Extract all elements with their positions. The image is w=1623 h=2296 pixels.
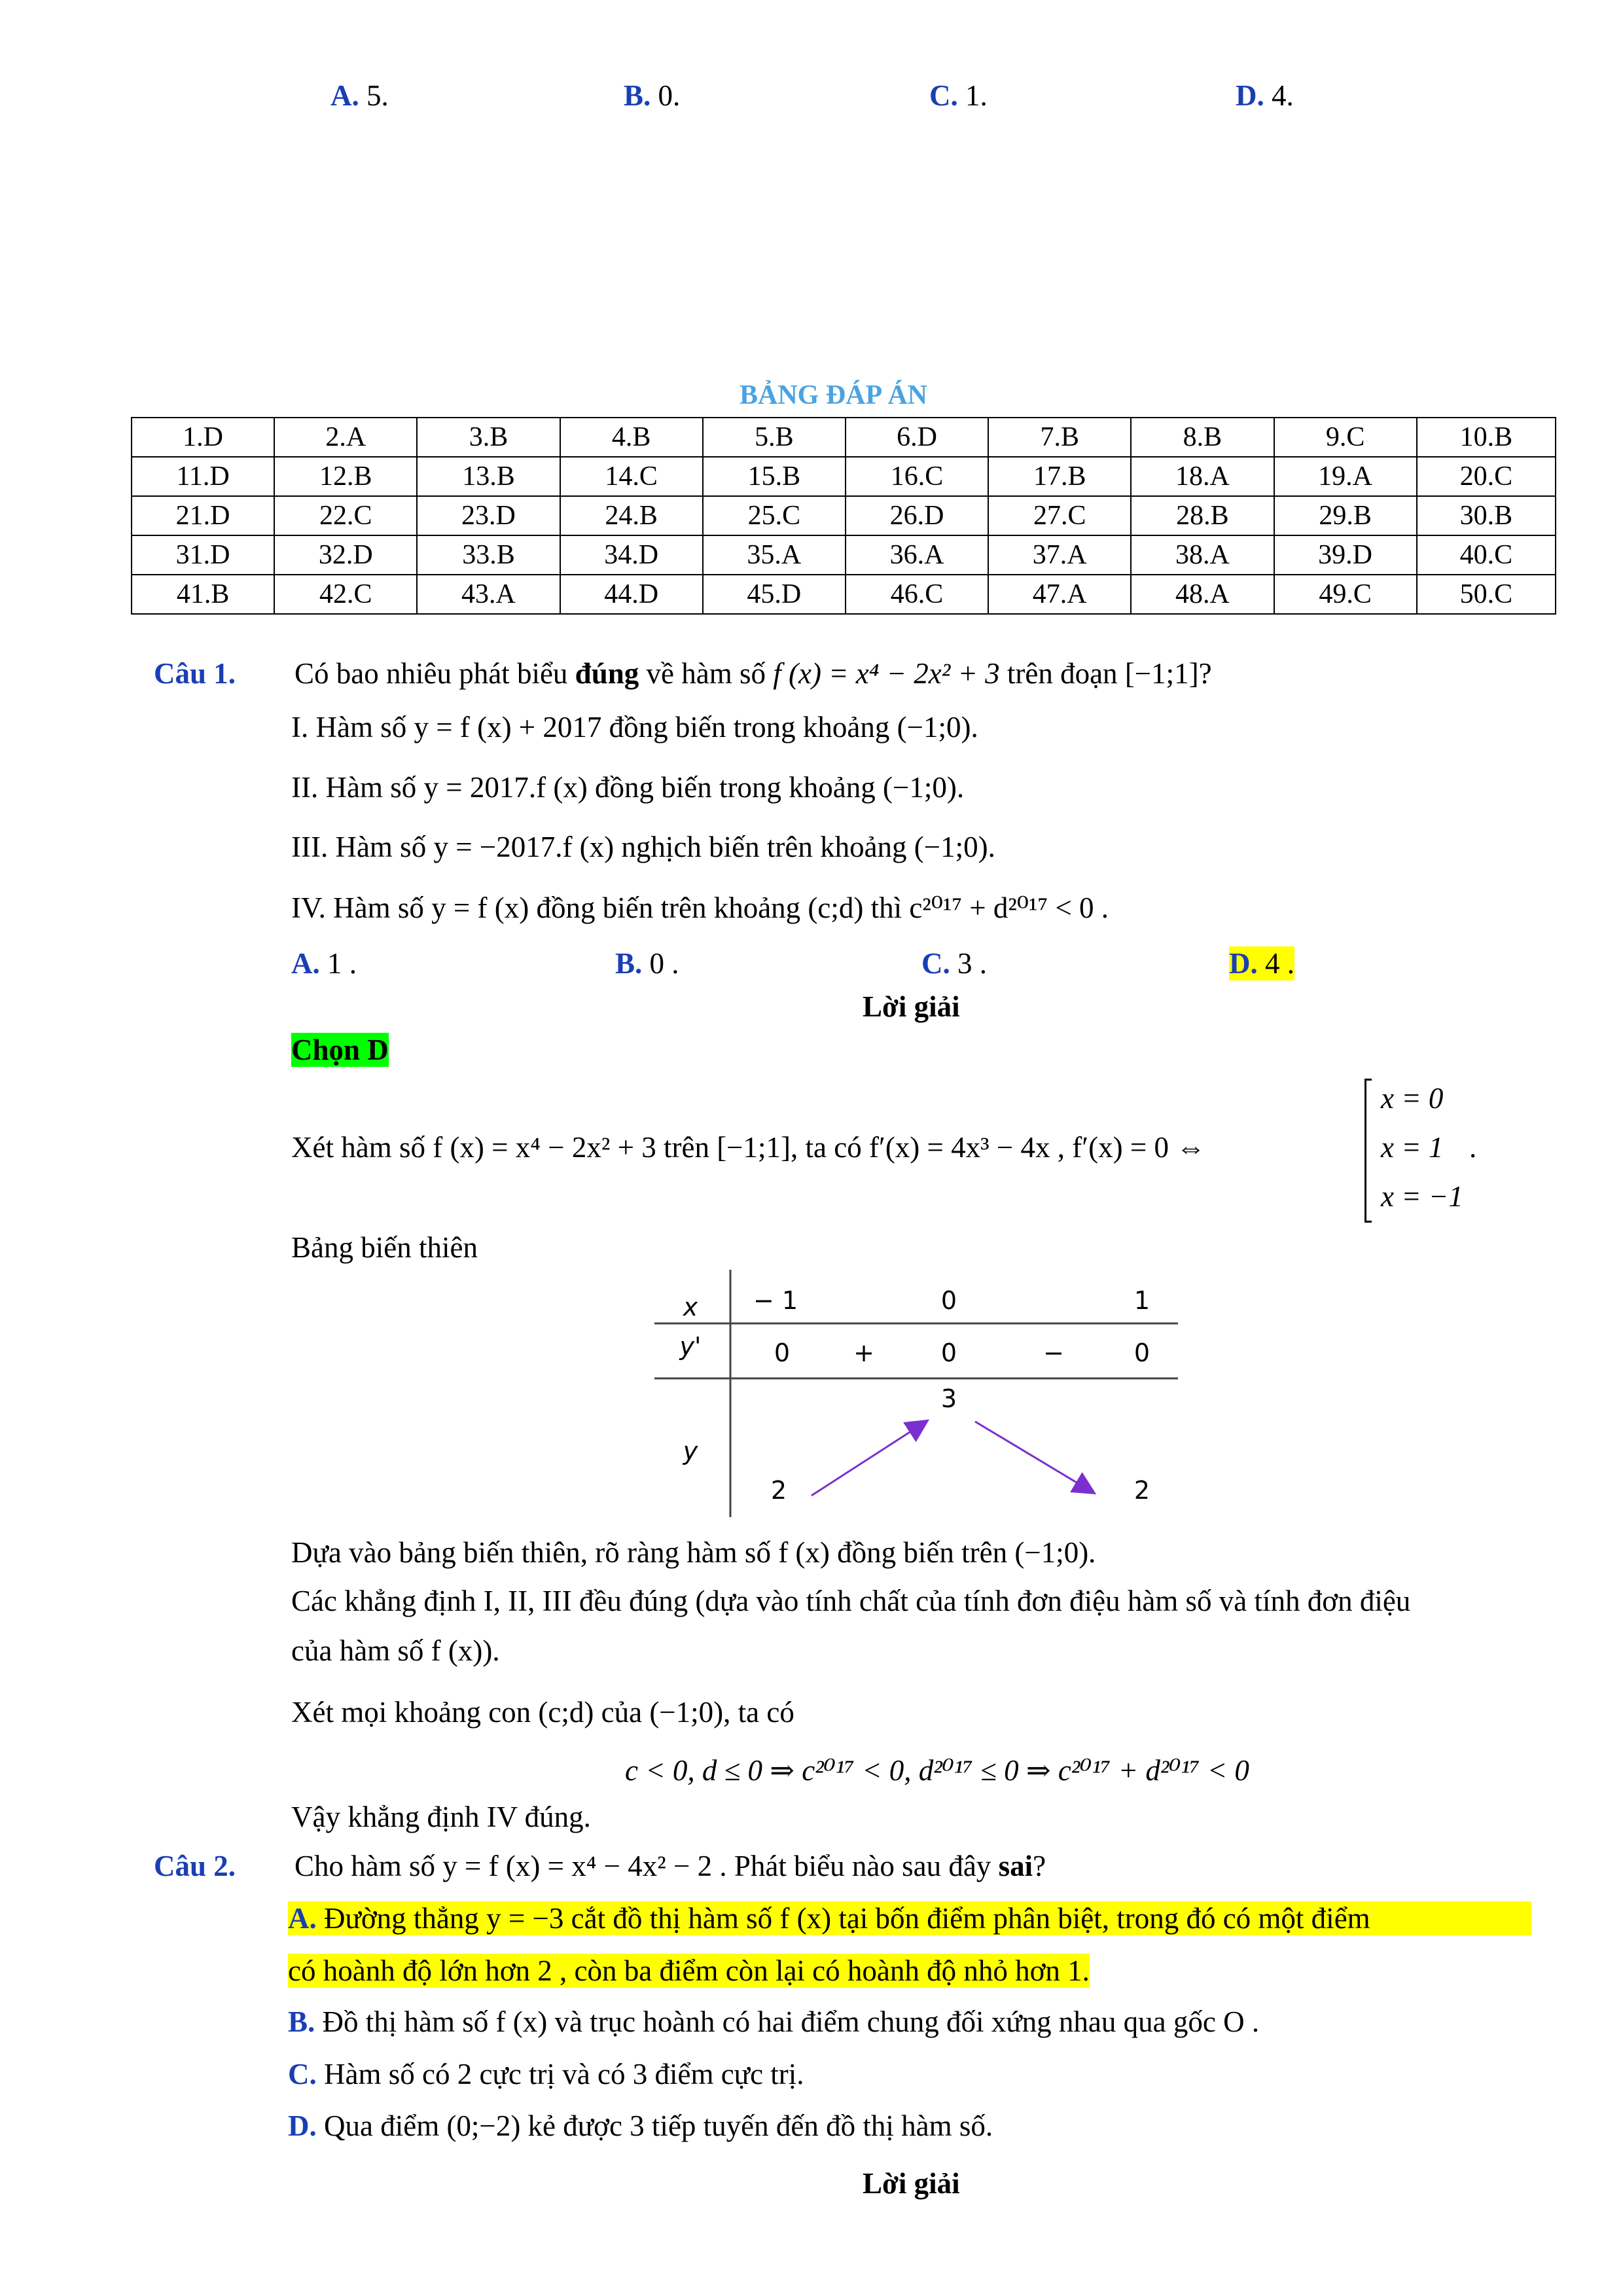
answer-cell: 15.B — [703, 457, 846, 496]
answer-cell: 49.C — [1274, 575, 1417, 614]
answer-cell: 18.A — [1131, 457, 1274, 496]
answer-cell: 31.D — [132, 535, 274, 575]
q1-p3: Xét mọi khoảng con (c;d) của (−1;0), ta có — [291, 1696, 794, 1729]
top-option-a: A. 5. — [330, 79, 389, 112]
answer-cell: 20.C — [1417, 457, 1556, 496]
q1-p2a: Các khẳng định I, II, III đều đúng (dựa vào tính chất của tính đơn điệu hàm số và tính đơn điệu — [291, 1585, 1411, 1617]
q2-option-d: D. Qua điểm (0;−2) kẻ được 3 tiếp tuyến đến đồ thị hàm số. — [288, 2109, 993, 2142]
top-option-d: D. 4. — [1236, 79, 1294, 112]
q1-p1: Dựa vào bảng biến thiên, rõ ràng hàm số f (x) đồng biến trên (−1;0). — [291, 1536, 1096, 1569]
q1-statement-3: III. Hàm số y = −2017.f (x) nghịch biến trên khoảng (−1;0). — [291, 831, 995, 863]
bbt-y-2: 3 — [940, 1384, 957, 1413]
bbt-arrow-up — [812, 1422, 926, 1496]
answer-cell: 11.D — [132, 457, 274, 496]
answer-table — [131, 417, 1556, 615]
bbt-y-label: y — [683, 1437, 698, 1465]
answer-cell: 12.B — [274, 457, 417, 496]
answer-cell: 5.B — [703, 418, 846, 457]
answer-cell: 4.B — [560, 418, 703, 457]
answer-cell: 34.D — [560, 535, 703, 575]
answer-cell: 1.D — [132, 418, 274, 457]
answer-cell: 45.D — [703, 575, 846, 614]
answer-cell: 35.A — [703, 535, 846, 575]
root-3: x = −1 — [1381, 1180, 1463, 1213]
bbt-title: Bảng biến thiên — [291, 1231, 478, 1264]
answer-cell: 8.B — [1131, 418, 1274, 457]
q1-choice: Chọn D — [291, 1033, 389, 1066]
q2-label: Câu 2. — [154, 1850, 236, 1882]
answer-cell: 2.A — [274, 418, 417, 457]
answer-cell: 9.C — [1274, 418, 1417, 457]
answer-cell: 42.C — [274, 575, 417, 614]
bbt-y-3: 2 — [1133, 1476, 1150, 1505]
q1-p2b: của hàm số f (x)). — [291, 1634, 500, 1667]
answer-cell: 19.A — [1274, 457, 1417, 496]
answer-cell: 32.D — [274, 535, 417, 575]
q1-option-d: D. 4 . — [1229, 947, 1294, 980]
answer-cell: 14.C — [560, 457, 703, 496]
answer-cell: 16.C — [846, 457, 988, 496]
answer-cell: 13.B — [417, 457, 560, 496]
bbt-arrow-down — [975, 1422, 1093, 1492]
answer-table-title: BẢNG ĐÁP ÁN — [740, 380, 928, 410]
bbt-yp-label: y' — [679, 1332, 702, 1361]
bbt-x-1: − 1 — [753, 1286, 798, 1315]
bbt-x-label: x — [683, 1293, 698, 1321]
answer-cell: 28.B — [1131, 496, 1274, 535]
q1-option-a: A. 1 . — [291, 947, 357, 980]
answer-cell: 43.A — [417, 575, 560, 614]
top-option-b: B. 0. — [624, 79, 681, 112]
answer-cell: 39.D — [1274, 535, 1417, 575]
answer-cell: 25.C — [703, 496, 846, 535]
q1-statement-4: IV. Hàm số y = f (x) đồng biến trên khoảng (c;d) thì c²⁰¹⁷ + d²⁰¹⁷ < 0 . — [291, 891, 1109, 924]
bbt-yp-1: 0 — [774, 1338, 791, 1367]
answer-cell: 29.B — [1274, 496, 1417, 535]
answer-cell: 23.D — [417, 496, 560, 535]
roots-end: . — [1469, 1131, 1477, 1164]
q1-label: Câu 1. — [154, 657, 236, 690]
answer-cell: 38.A — [1131, 535, 1274, 575]
answer-row — [132, 575, 1556, 614]
bbt-yp-4: − — [1043, 1338, 1064, 1367]
answer-cell: 36.A — [846, 535, 988, 575]
q2-option-b: B. Đồ thị hàm số f (x) và trục hoành có hai điểm chung đối xứng nhau qua gốc O . — [288, 2005, 1260, 2038]
answer-row — [132, 496, 1556, 535]
answer-cell: 3.B — [417, 418, 560, 457]
bbt-x-2: 0 — [940, 1286, 957, 1315]
answer-cell: 44.D — [560, 575, 703, 614]
answer-cell: 26.D — [846, 496, 988, 535]
q1-option-c: C. 3 . — [921, 947, 987, 980]
answer-cell: 33.B — [417, 535, 560, 575]
q2-option-c: C. Hàm số có 2 cực trị và có 3 điểm cực trị. — [288, 2058, 804, 2090]
q1-option-b: B. 0 . — [615, 947, 679, 980]
answer-row — [132, 418, 1556, 457]
q1-p5: Vậy khẳng định IV đúng. — [291, 1801, 591, 1833]
answer-cell: 7.B — [988, 418, 1131, 457]
answer-cell: 50.C — [1417, 575, 1556, 614]
answer-row — [132, 535, 1556, 575]
root-bracket — [1364, 1079, 1372, 1223]
q1-statement-2: II. Hàm số y = 2017.f (x) đồng biến trong khoảng (−1;0). — [291, 771, 965, 804]
q2-solution-title: Lời giải — [863, 2167, 960, 2200]
answer-cell: 46.C — [846, 575, 988, 614]
answer-cell: 17.B — [988, 457, 1131, 496]
q1-solution-title: Lời giải — [863, 990, 960, 1023]
answer-cell: 48.A — [1131, 575, 1274, 614]
answer-cell: 22.C — [274, 496, 417, 535]
bbt-x-3: 1 — [1133, 1286, 1150, 1315]
answer-cell: 10.B — [1417, 418, 1556, 457]
answer-cell: 27.C — [988, 496, 1131, 535]
top-option-c: C. 1. — [929, 79, 988, 112]
answer-cell: 6.D — [846, 418, 988, 457]
answer-cell: 30.B — [1417, 496, 1556, 535]
answer-row — [132, 457, 1556, 496]
root-1: x = 0 — [1381, 1082, 1444, 1115]
bbt-yp-2: + — [853, 1338, 874, 1367]
answer-cell: 47.A — [988, 575, 1131, 614]
answer-cell: 21.D — [132, 496, 274, 535]
bbt-yp-5: 0 — [1133, 1338, 1150, 1367]
q1-stem: Có bao nhiêu phát biểu đúng về hàm số f (x) = x⁴ − 2x² + 3 trên đoạn [−1;1]? — [294, 657, 1212, 690]
answer-cell: 41.B — [132, 575, 274, 614]
answer-cell: 37.A — [988, 535, 1131, 575]
q2-option-a-line1: A. Đường thẳng y = −3 cắt đồ thị hàm số f (x) tại bốn điểm phân biệt, trong đó có một điểm — [288, 1901, 1531, 1935]
root-2: x = 1 — [1381, 1131, 1444, 1164]
variation-table — [654, 1270, 1191, 1518]
q2-option-a-line2: có hoành độ lớn hơn 2 , còn ba điểm còn lại có hoành độ nhỏ hơn 1. — [288, 1954, 1090, 1987]
bbt-y-1: 2 — [770, 1476, 787, 1505]
q1-xet: Xét hàm số f (x) = x⁴ − 2x² + 3 trên [−1;1], ta có f′(x) = 4x³ − 4x , f′(x) = 0 ⇔ — [291, 1131, 1206, 1164]
bbt-yp-3: 0 — [940, 1338, 957, 1367]
q2-stem: Cho hàm số y = f (x) = x⁴ − 4x² − 2 . Phát biểu nào sau đây sai? — [294, 1850, 1046, 1882]
q1-p4: c < 0, d ≤ 0 ⇒ c²⁰¹⁷ < 0, d²⁰¹⁷ ≤ 0 ⇒ c²⁰¹⁷ + d²⁰¹⁷ < 0 — [625, 1754, 1249, 1787]
answer-cell: 40.C — [1417, 535, 1556, 575]
answer-cell: 24.B — [560, 496, 703, 535]
q1-statement-1: I. Hàm số y = f (x) + 2017 đồng biến trong khoảng (−1;0). — [291, 711, 978, 744]
